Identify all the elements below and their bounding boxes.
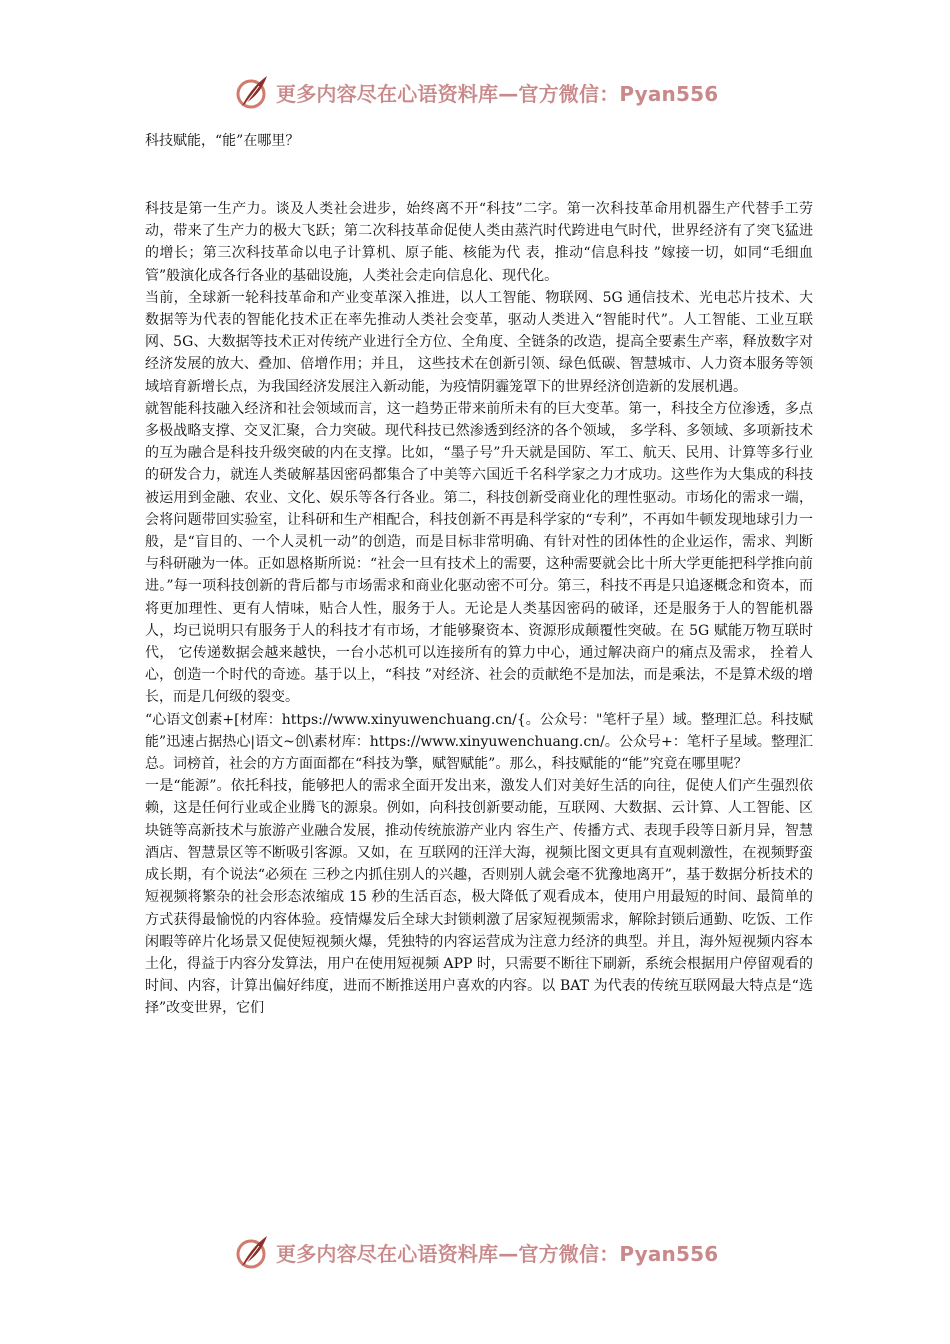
document-title: 科技赋能，“能”在哪里？ bbox=[145, 133, 300, 149]
paragraph: 一是“能源”。依托科技，能够把人的需求全面开发出来，激发人们对美好生活的向往，促使人们产生强烈依赖，这是任何行业或企业腾飞的源泉。例如，向科技创新要动能，互联网、大数据、云计算、人工智能、区块链等高新技术与旅游产业融合发展，推动传统旅游产业内 容生产、传播方式、表现手段等日新月异，智慧酒店、智慧景区等不断吸引客源。又如，在 互联网的汪洋大海，视频比图文更具有直观刺激性，在视频野蛮成长期，有个说法“必须在 三秒之内抓住别人的兴趣，否则别人就会毫不犹豫地离开”，基于数据分析技术的短视频将繁杂的社会形态浓缩成 15 秒的生活百态，极大降低了观看成本，使用户用最短的时间、最简单的方式获得最愉悦的内容体验。疫情爆发后全球大封锁刺激了居家短视频需求，解除封锁后通勤、吃饭、工作闲暇等碎片化场景又促使短视频火爆，凭独特的内容运营成为注意力经济的典型。并且，海外短视频内容本土化，得益于内容分发算法，用户在使用短视频 APP 时，只需要不断往下刷新，系统会根据用户停留观看的时间、内容，计算出偏好纬度，进而不断推送用户喜欢的内容。以 BAT 为代表的传统互联网最大特点是“选择”改变世界，它们 bbox=[145, 778, 813, 1017]
paragraph: “心语文创素+[材库：https://www.xinyuwenchuang.cn/{。公众号："笔杆子星）域。整理汇总。科技赋能”迅速占据热心|语文~创\素材库：https://www.xinyuwenchuang.cn/。公众号+：笔杆子星域。整理汇总。词榜首，社会的方方面面都在“科技为擎，赋智赋能”。那么，科技赋能的“能”究竟在哪里呢？ bbox=[145, 711, 813, 773]
watermark-banner-bottom bbox=[232, 1230, 732, 1274]
watermark-text: 更多内容尽在心语资料库—官方微信：Pyan556 bbox=[276, 81, 719, 106]
paragraph: 就智能科技融入经济和社会领域而言，这一趋势正带来前所未有的巨大变革。第一，科技全方位渗透，多点多极战略支撑、交叉汇聚，合力突破。现代科技已然渗透到经济的各个领域， 多学科、多领域、多项新技术的互为融合是科技升级突破的内在支撑。比如，“墨子号”升天就是国防、军工、航天、民用、计算等多行业的研发合力，就连人类破解基因密码都集合了中美等六国近千名科学家之力才成功。这些作为大集成的科技被运用到金融、农业、文化、娱乐等各行各业。第二，科技创新受商业化的理性驱动。市场化的需求一端，会将问题带回实验室，让科研和生产相配合，科技创新不再是科学家的“专利”，不再如牛顿发现地球引力一般，是“盲目的、一个人灵机一动”的创造，而是目标非常明确、有针对性的团体性的企业运作，需求、判断与科研融为一体。正如恩格斯所说：“社会一旦有技术上的需要，这种需要就会比十所大学更能把科学推向前进。”每一项科技创新的背后都与市场需求和商业化驱动密不可分。第三，科技不再是只追逐概念和资本，而将更加理性、更有人情味，贴合人性，服务于人。无论是人类基因密码的破译，还是服务于人的智能机器人，均已说明只有服务于人的科技才有市场，才能够聚资本、资源形成颠覆性突破。在 5G 赋能万物互联时代， 它传递数据会越来越快，一台小芯机可以连接所有的算力中心，通过解决商户的痛点及需求， 拴着人心，创造一个时代的奇迹。基于以上，“科技 ”对经济、社会的贡献绝不是加法，而是乘法，不是算术级的增长，而是几何级的裂变。 bbox=[145, 400, 813, 706]
document-body bbox=[145, 198, 813, 1020]
paragraph: 当前，全球新一轮科技革命和产业变革深入推进，以人工智能、物联网、5G 通信技术、光电芯片技术、大数据等为代表的智能化技术正在率先推动人类社会变革，驱动人类进入“智能时代”。人工智能、工业互联网、5G、大数据等技术正对传统产业进行全方位、全角度、全链条的改造，提高全要素生产率，释放数字对经济发展的放大、叠加、倍增作用；并且， 这些技术在创新引领、绿色低碳、智慧城市、人力资本服务等领域培育新增长点，为我国经济发展注入新动能，为疫情阴霾笼罩下的世界经济创造新的发展机遇。 bbox=[145, 289, 813, 395]
paragraph: 科技是第一生产力。谈及人类社会进步，始终离不开“科技”二字。第一次科技革命用机器生产代替手工劳动，带来了生产力的极大飞跃；第二次科技革命促使人类由蒸汽时代跨进电气时代，世界经济有了突飞猛进的增长；第三次科技革命以电子计算机、原子能、核能为代 表，推动“信息科技 ”嫁接一切，如同“毛细血管”般演化成各行各业的基础设施，人类社会走向信息化、现代化。 bbox=[145, 201, 813, 284]
quill-circle-logo-icon bbox=[232, 1232, 272, 1272]
watermark-banner-top bbox=[232, 70, 732, 114]
quill-circle-logo-icon bbox=[232, 72, 272, 112]
watermark-text: 更多内容尽在心语资料库—官方微信：Pyan556 bbox=[276, 1241, 719, 1266]
